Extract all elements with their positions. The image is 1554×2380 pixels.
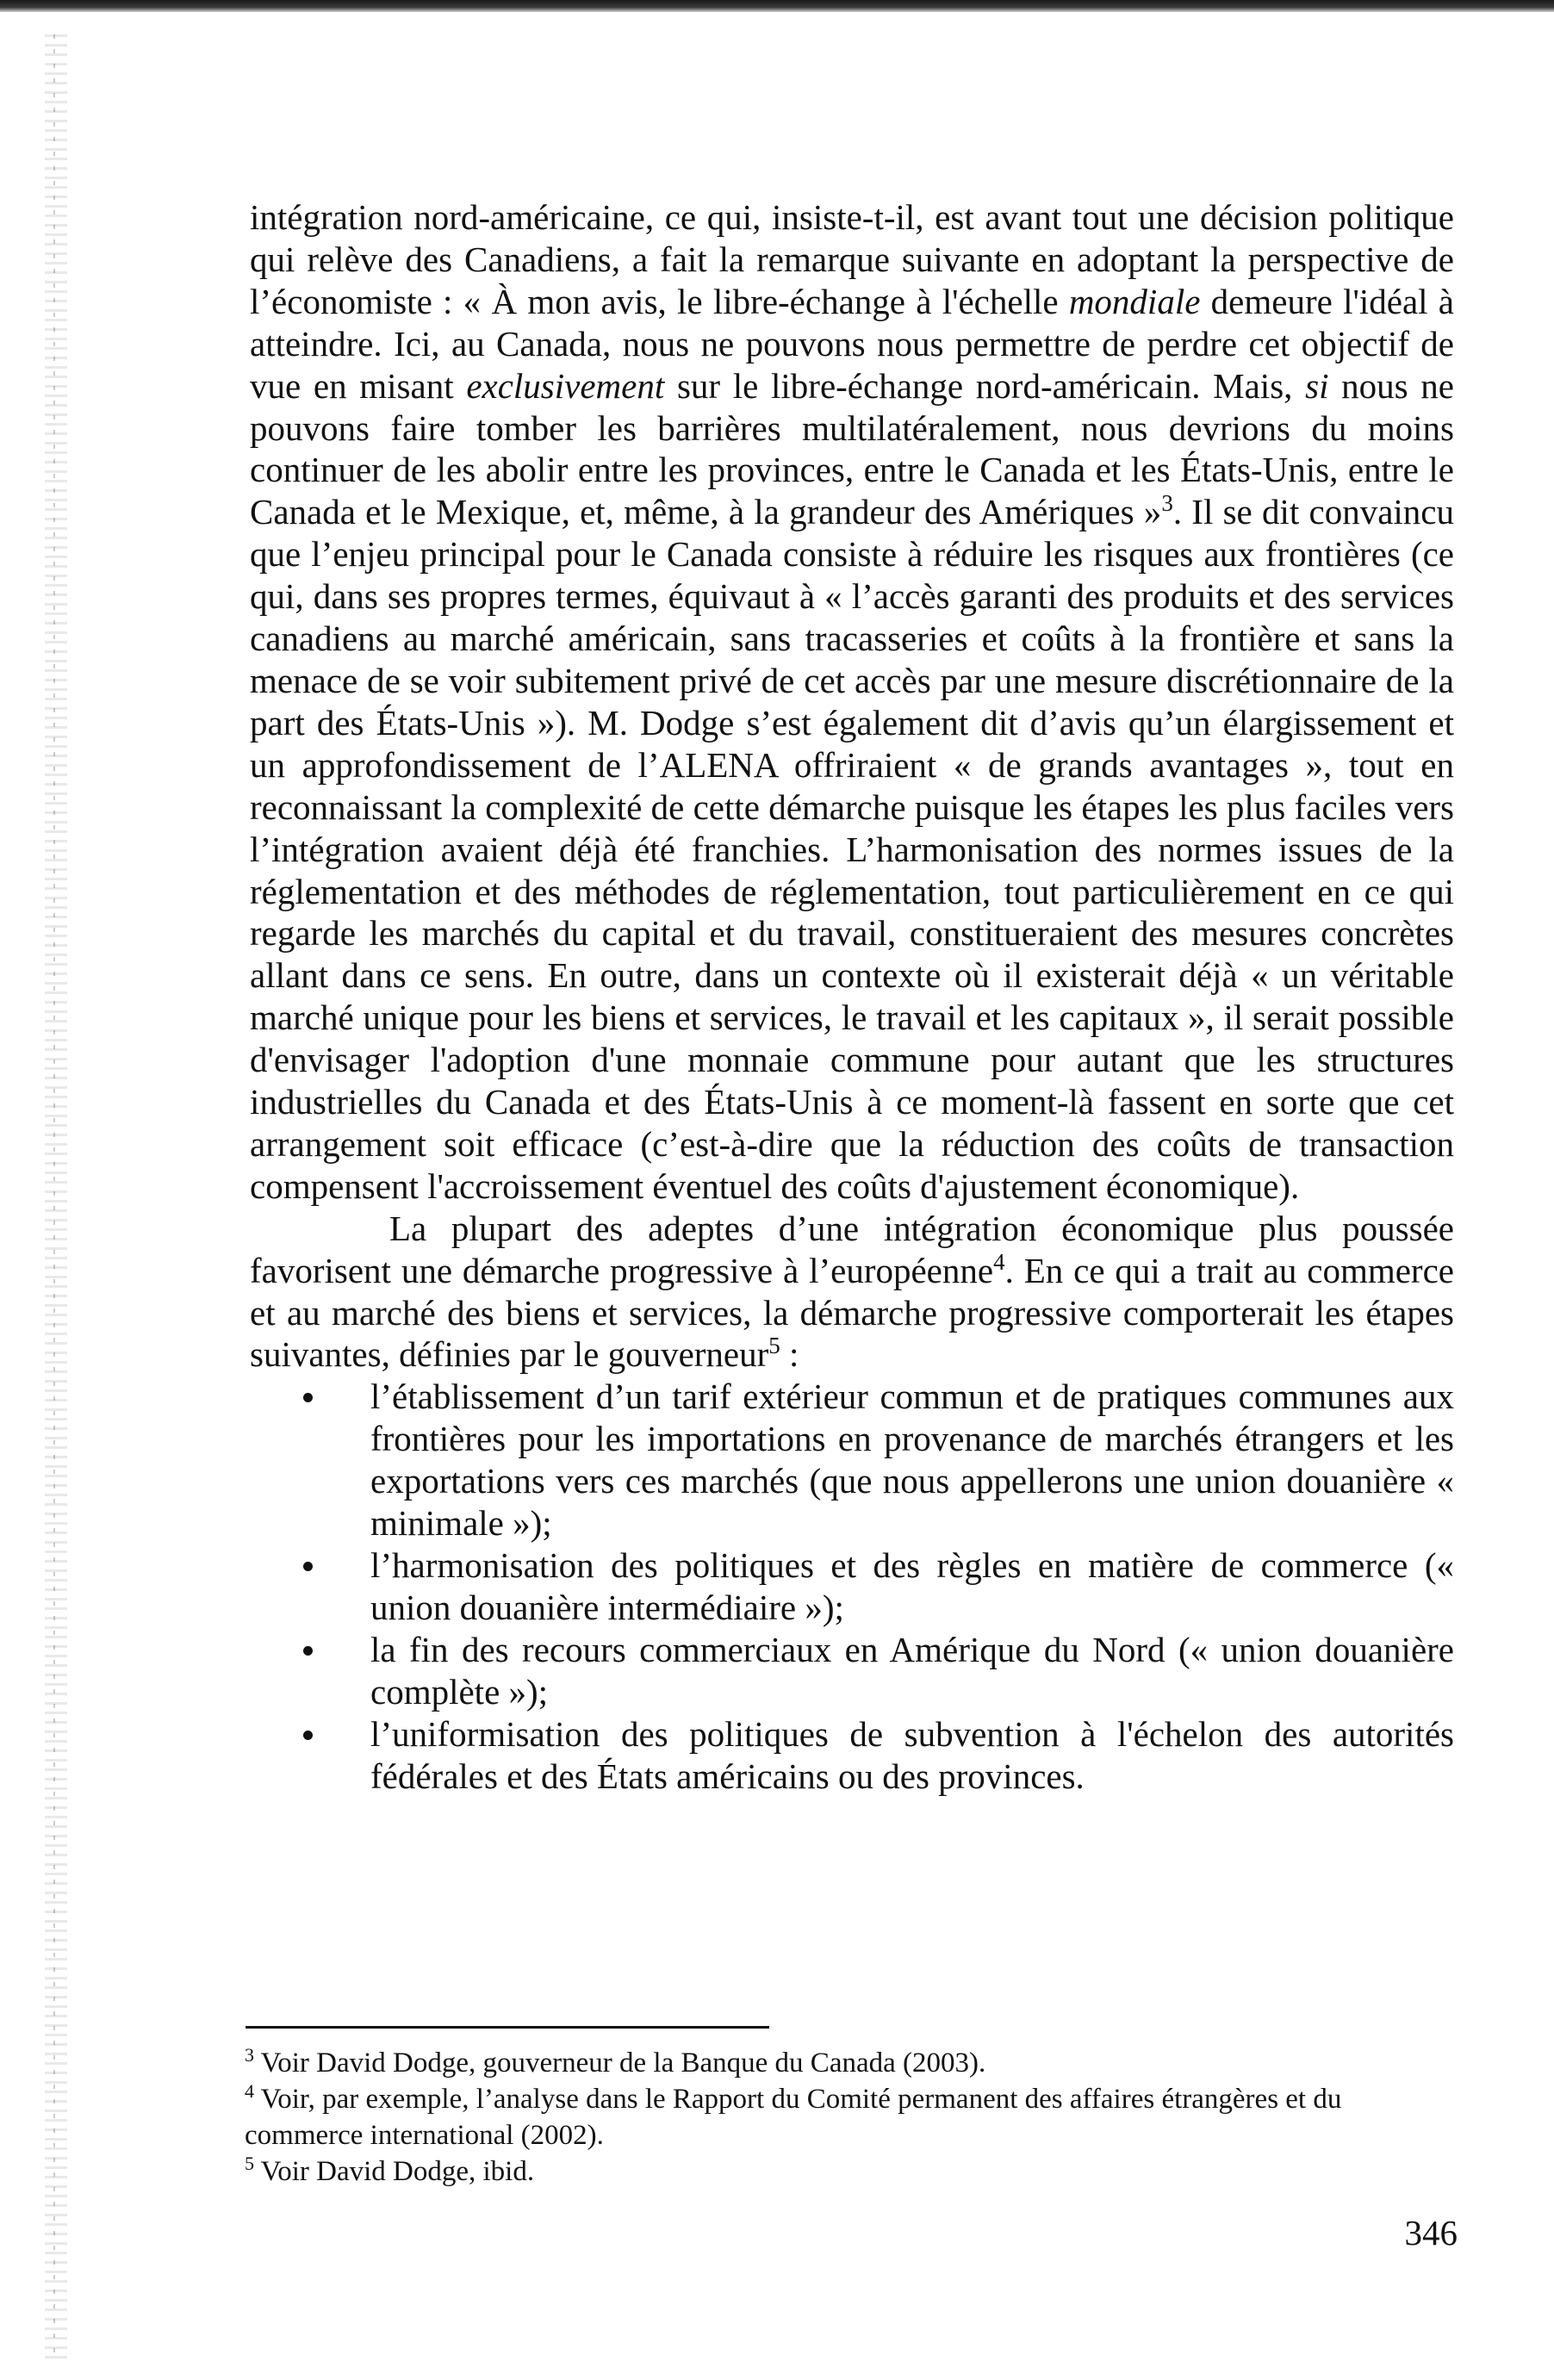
- footnote-number: 4: [245, 2080, 254, 2102]
- footnote-text: Voir David Dodge, gouverneur de la Banque du Canada (2003).: [254, 2048, 986, 2079]
- text-run: sur le libre-échange nord-américain. Mais,: [664, 365, 1306, 406]
- italic-text: mondiale: [1068, 281, 1201, 321]
- footnote-reference: 4: [993, 1248, 1005, 1275]
- bullet-text: l’harmonisation des politiques et des règles en matière de commerce (« union douanière intermédiaire »);: [370, 1545, 1454, 1627]
- text-run: nous ne pouvons faire tomber les barrières multilatéralement, nous devrions du moins continuer de les abolir entre les provinces, entre le Canada et les États-Unis, entre le Canada et le Mexique, et, même, à la grandeur des Amériques »: [250, 365, 1455, 532]
- footnote-3: [245, 2045, 1454, 2081]
- text-run: intégration nord-américaine, ce qui, insiste-t-il, est avant tout une décision politique qui relève des Canadiens, a fait la remarque suivante en adoptant la perspective de l’économiste : « À mon avis, le libre-échange à l'échelle: [250, 197, 1454, 321]
- bullet-dot-icon: [303, 1393, 313, 1402]
- bullet-dot-icon: [303, 1731, 313, 1740]
- bullet-item: [250, 1713, 1454, 1798]
- paragraph-2: [250, 1208, 1454, 1376]
- scan-left-edge-artifact: [45, 34, 67, 2360]
- footnote-4: [245, 2081, 1454, 2153]
- footnote-text: Voir, par exemple, l’analyse dans le Rapport du Comité permanent des affaires étrangères et du commerce international (2002).: [245, 2084, 1342, 2151]
- footnote-reference: 5: [768, 1333, 780, 1359]
- bullet-list: [250, 1376, 1454, 1797]
- italic-text: si: [1305, 365, 1329, 406]
- bullet-item: [250, 1544, 1454, 1629]
- footnote-5: [245, 2153, 1454, 2190]
- footnotes: [245, 2045, 1454, 2190]
- italic-text: exclusivement: [466, 365, 665, 406]
- bullet-item: [250, 1376, 1454, 1544]
- text-run: :: [780, 1334, 799, 1375]
- scan-top-border: [0, 0, 1554, 12]
- scan-left-edge-line: [53, 34, 55, 2360]
- footnote-number: 5: [245, 2153, 254, 2174]
- main-text: [250, 196, 1454, 1797]
- text-run: La plupart des adeptes d’une intégration économique plus poussée favorisent une démarche progressive à l’européenne: [250, 1208, 1454, 1290]
- text-run: . En ce qui a trait au commerce et au marché des biens et services, la démarche progressive comporterait les étapes suivantes, définies par le gouverneur: [250, 1250, 1454, 1375]
- paragraph-1: [250, 196, 1454, 1208]
- page-number: 346: [1404, 2213, 1458, 2253]
- bullet-item: [250, 1629, 1454, 1713]
- bullet-text: l’uniformisation des politiques de subvention à l'échelon des autorités fédérales et des États américains ou des provinces.: [370, 1713, 1454, 1796]
- footnote-reference: 3: [1161, 490, 1173, 517]
- text-run: demeure l'idéal à atteindre. Ici, au Canada, nous ne pouvons nous permettre de perdre cet objectif de vue en misant: [250, 281, 1454, 406]
- bullet-dot-icon: [303, 1562, 313, 1571]
- text-run: . Il se dit convaincu que l’enjeu principal pour le Canada consiste à réduire les risques aux frontières (ce qui, dans ses propres termes, équivaut à « l’accès garanti des produits et des services canadiens au marché américain, sans tracasseries et coûts à la frontière et sans la menace de se voir subitement privé de cet accès par une mesure discrétionnaire de la part des États-Unis »). M. Dodge s’est également dit d’avis qu’un élargissement et un approfondissement de l’ALENA offriraient « de grands avantages », tout en reconnaissant la complexité de cette démarche puisque les étapes les plus faciles vers l’intégration avaient déjà été franchies. L’harmonisation des normes issues de la réglementation et des méthodes de réglementation, tout particulièrement en ce qui regarde les marchés du capital et du travail, constitueraient des mesures concrètes allant dans ce sens. En outre, dans un contexte où il existerait déjà « un véritable marché unique pour les biens et services, le travail et les capitaux », il serait possible d'envisager l'adoption d'une monnaie commune pour autant que les structures industrielles du Canada et des États-Unis à ce moment-là fassent en sorte que cet arrangement soit efficace (c’est-à-dire que la réduction des coûts de transaction compensent l'accroissement éventuel des coûts d'ajustement économique).: [250, 492, 1455, 1206]
- bullet-text: l’établissement d’un tarif extérieur commun et de pratiques communes aux frontières pour les importations en provenance de marchés étrangers et les exportations vers ces marchés (que nous appellerons une union douanière « minimale »);: [370, 1376, 1454, 1544]
- footnote-separator: [246, 2026, 769, 2029]
- footnote-text: Voir David Dodge, ibid.: [254, 2156, 535, 2187]
- bullet-dot-icon: [303, 1646, 313, 1656]
- bullet-text: la fin des recours commerciaux en Amérique du Nord (« union douanière complète »);: [370, 1629, 1454, 1712]
- footnote-number: 3: [245, 2044, 254, 2066]
